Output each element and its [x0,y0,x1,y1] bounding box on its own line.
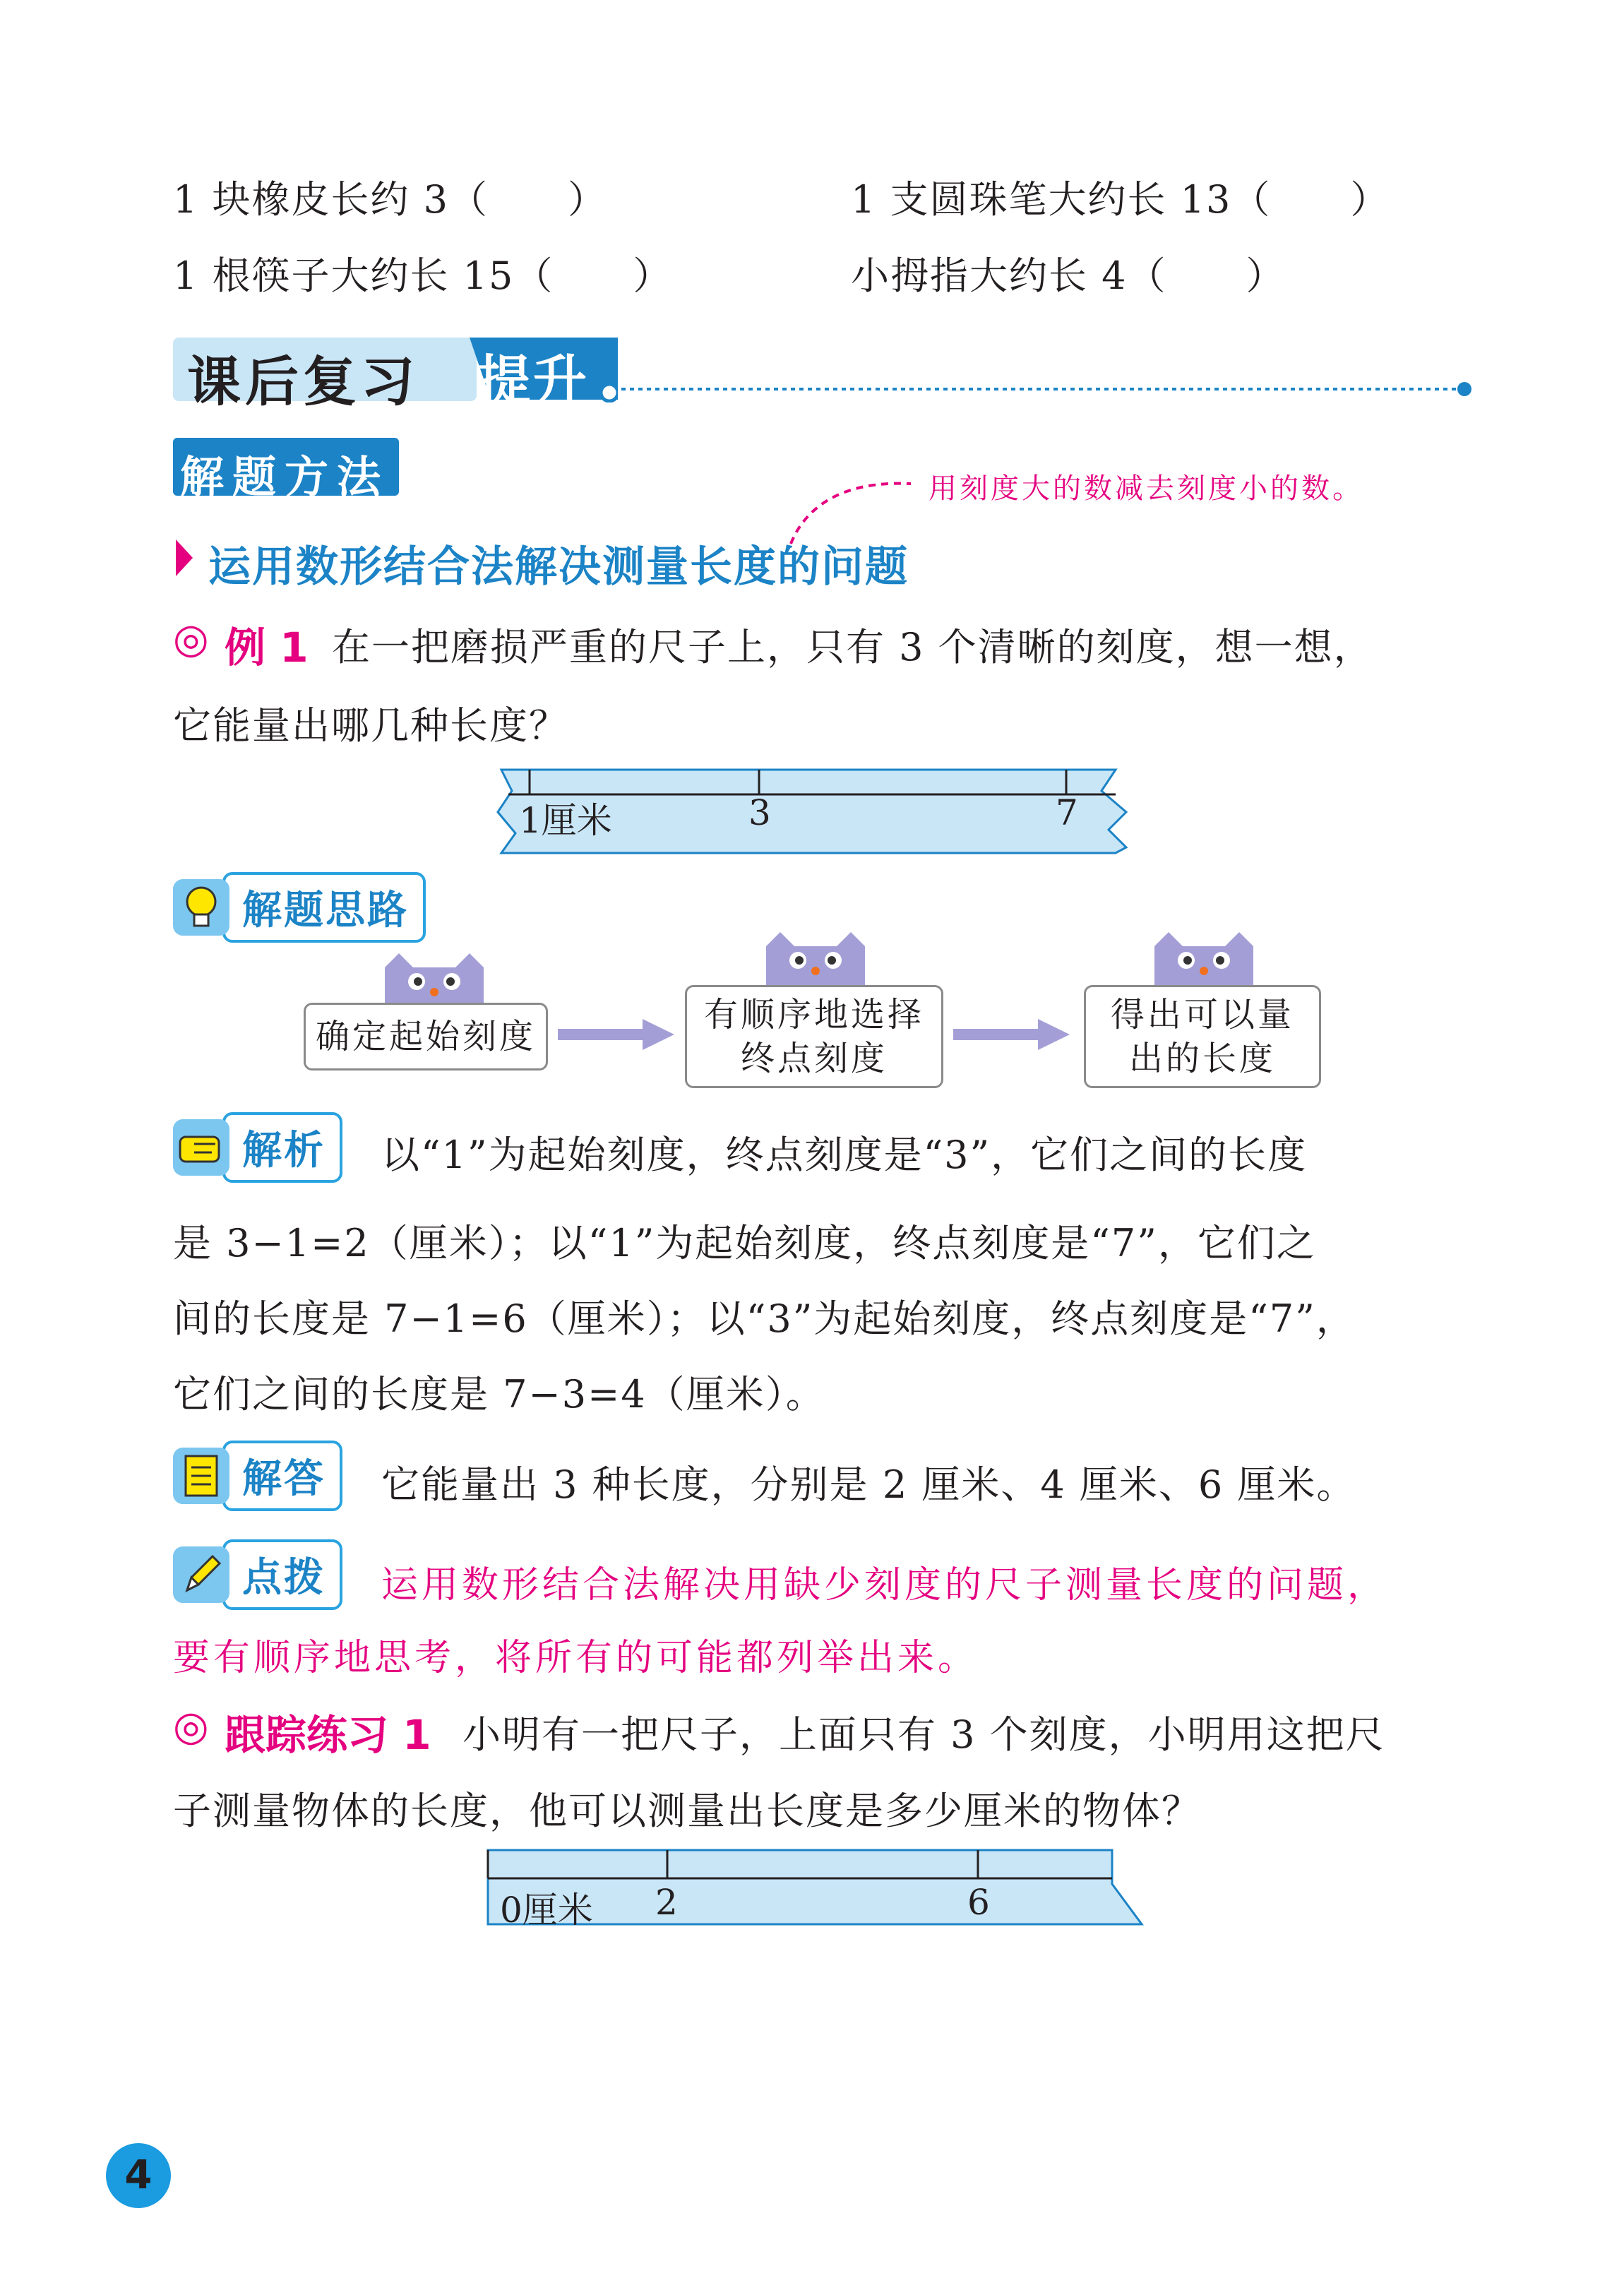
practice-label: 跟踪练习 1 [225,1711,431,1759]
ruler-1-tick-label: 1厘米 [519,800,612,841]
arrow-right-icon [558,1013,678,1056]
example-text-line2: 它能量出哪几种长度？ [173,703,568,748]
topic-heading: 运用数形结合法解决测量长度的问题 [208,542,909,592]
flow-step-2-line2: 终点刻度 [740,1039,888,1078]
analysis-line1: 以“1”为起始刻度，终点刻度是“3”，它们之间的长度 [381,1133,1308,1177]
section-divider [621,378,1476,399]
section-title-part1: 课后复习 [187,350,419,413]
lightbulb-icon [173,879,229,936]
tip-label: 点拨 [222,1539,342,1610]
page-number: 4 [124,2152,153,2198]
flow-step-3 [1084,985,1321,1088]
ruler-2-tick-label: 6 [967,1882,990,1923]
ruler-1-tick-label: 7 [1056,792,1078,833]
answer-label: 解答 [222,1441,342,1511]
ruler-2-tick-label: 0厘米 [500,1890,593,1931]
triangle-bullet-icon [173,537,194,579]
flow-step-2-line1: 有顺序地选择 [703,995,924,1034]
ruler-1-tick-label: 3 [748,792,771,833]
example-mark-icon: ◎ [173,614,209,662]
section-title-part2: 提升 [477,349,590,412]
answer-badge [173,1451,342,1501]
analysis-badge [173,1123,342,1172]
practice-text-line1: 小明有一把尺子，上面只有 3 个刻度，小明用这把尺 [462,1712,1385,1757]
answer-text: 它能量出 3 种长度，分别是 2 厘米、4 厘米、6 厘米。 [381,1462,1356,1507]
idea-badge [173,883,426,932]
flow-step-1: 确定起始刻度 [304,1003,548,1071]
note-text: 用刻度大的数减去刻度小的数。 [929,472,1363,505]
analysis-line4: 它们之间的长度是 7−3=4（厘米）。 [173,1372,825,1417]
flow-step-2 [685,985,943,1088]
tip-badge [173,1550,342,1599]
pointing-hand-icon [173,1119,229,1176]
pencil-icon [173,1546,229,1603]
question-item: 1 块橡皮长约 3（ ） [173,177,608,222]
practice-mark-icon: ◎ [173,1702,209,1750]
tip-line2: 要有顺序地思考，将所有的可能都列举出来。 [173,1637,979,1679]
method-label: 解题方法 [180,451,390,503]
practice-text-line2: 子测量物体的长度，他可以测量出长度是多少厘米的物体？ [173,1789,1201,1833]
question-item: 1 支圆珠笔大约长 13（ ） [851,177,1390,222]
analysis-line2: 是 3−1=2（厘米）；以“1”为起始刻度，终点刻度是“7”，它们之 [173,1221,1316,1265]
example-text-line1: 在一把磨损严重的尺子上，只有 3 个清晰的刻度，想一想， [332,625,1373,669]
idea-label: 解题思路 [222,872,426,943]
arrow-right-icon [953,1013,1073,1056]
example-label: 例 1 [225,624,309,672]
cat-icon [756,929,876,992]
cat-icon [1144,929,1264,992]
document-icon [173,1448,229,1504]
ruler-2-tick-label: 2 [655,1882,678,1923]
flow-step-3-line2: 出的长度 [1128,1039,1276,1078]
flow-step-3-line1: 得出可以量 [1110,995,1294,1034]
question-item: 小拇指大约长 4（ ） [851,254,1286,298]
analysis-line3: 间的长度是 7−1=6（厘米）；以“3”为起始刻度，终点刻度是“7”， [173,1296,1356,1341]
section-header [173,332,611,413]
question-item: 1 根筷子大约长 15（ ） [173,254,673,298]
analysis-label: 解析 [222,1112,342,1183]
tip-line1: 运用数形结合法解决用缺少刻度的尺子测量长度的问题， [381,1564,1388,1606]
